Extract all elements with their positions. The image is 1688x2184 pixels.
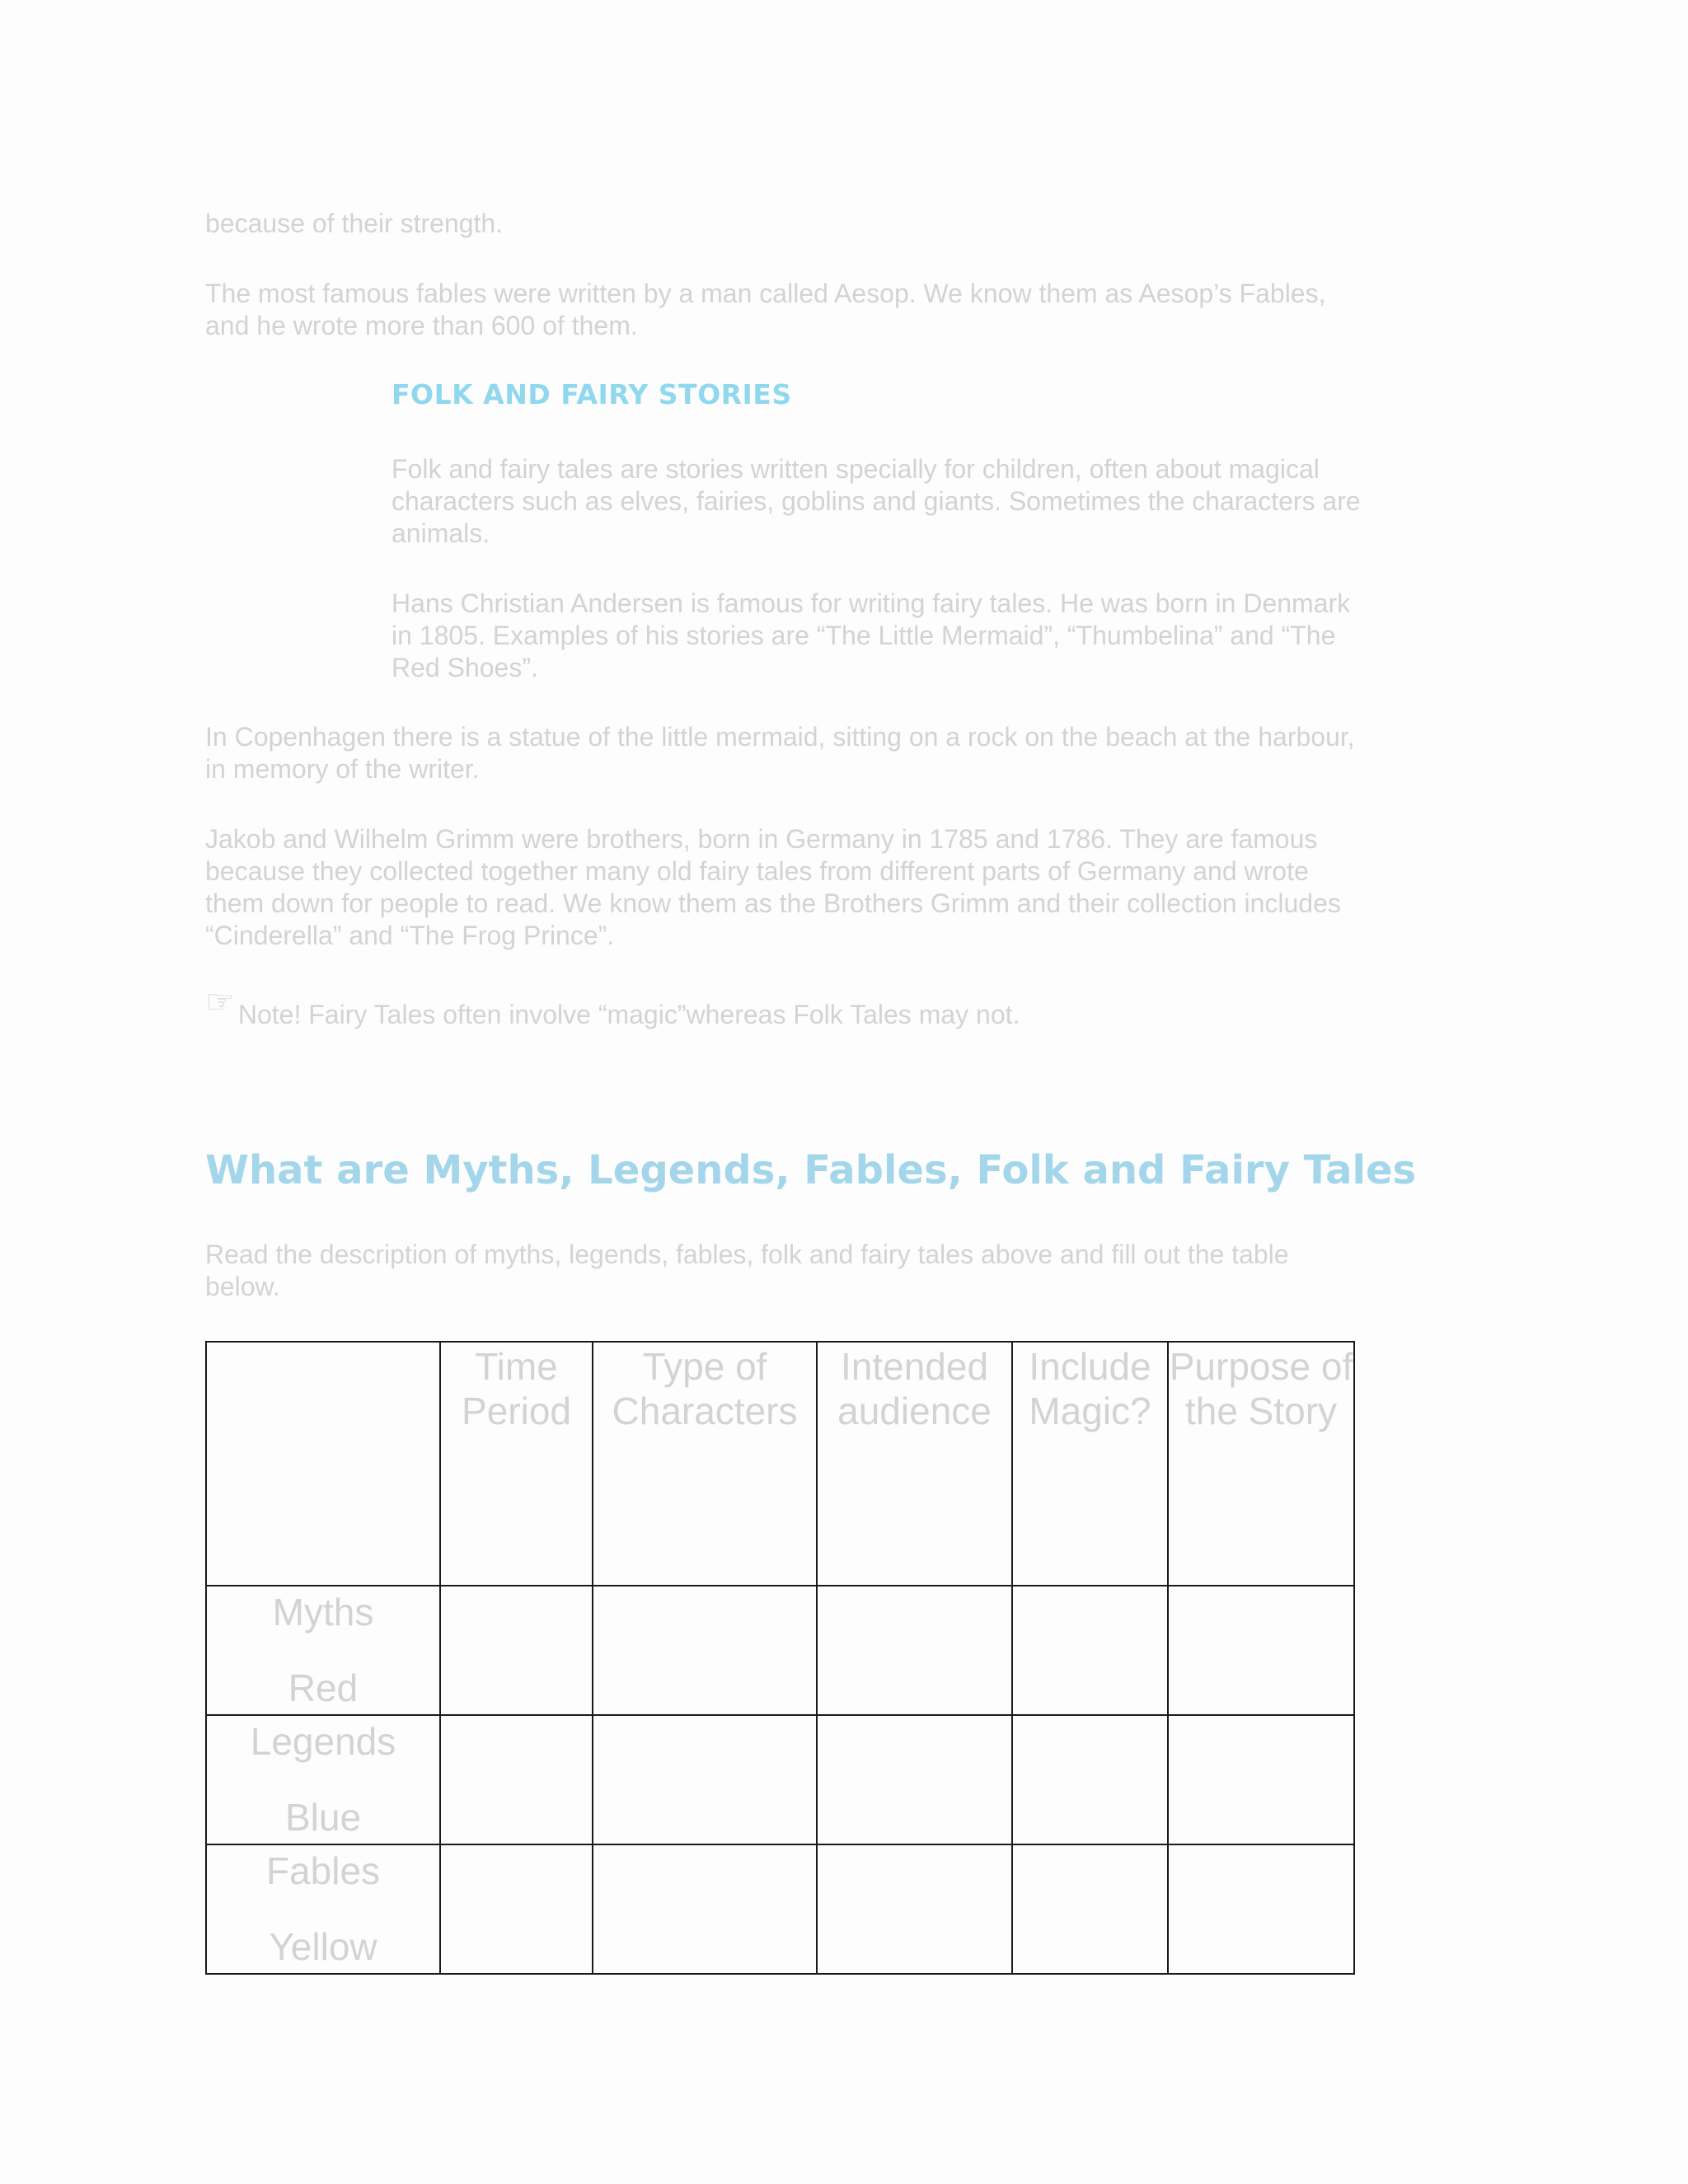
answer-cell[interactable] (440, 1844, 593, 1974)
row-label-cell (206, 1586, 440, 1715)
note-text: Note! Fairy Tales often involve “magic”whereas Folk Tales may not. (237, 1000, 1020, 1029)
table-row-fables (206, 1844, 1354, 1974)
answer-cell[interactable] (593, 1715, 817, 1844)
worksheet-table (205, 1341, 1355, 1975)
answer-cell[interactable] (440, 1715, 593, 1844)
row-label: Fables (265, 1849, 381, 1892)
header-cell-empty[interactable] (206, 1342, 440, 1586)
paragraph-aesop: The most famous fables were written by a man called Aesop. We know them as Aesop’s Fables, and he wrote more than 600 of them. (205, 279, 1326, 340)
header-cell-include-magic: Include Magic? (1012, 1342, 1168, 1586)
row-label-cell (206, 1844, 440, 1974)
answer-cell[interactable] (817, 1586, 1012, 1715)
answer-cell[interactable] (1012, 1844, 1168, 1974)
section-title: What are Myths, Legends, Fables, Folk and Fairy Tales (205, 1147, 1417, 1193)
answer-cell[interactable] (1168, 1715, 1354, 1844)
header-cell-intended-audience: Intended audience (817, 1342, 1012, 1586)
row-label: Myths (272, 1591, 374, 1633)
folk-fairy-heading: FOLK AND FAIRY STORIES (392, 378, 792, 410)
pointing-hand-icon: ☞ (205, 984, 235, 1020)
header-cell-type-of-characters: Type of Characters (593, 1342, 817, 1586)
row-color: Yellow (269, 1925, 377, 1968)
answer-cell[interactable] (593, 1586, 817, 1715)
answer-cell[interactable] (817, 1844, 1012, 1974)
paragraph-grimm: Jakob and Wilhelm Grimm were brothers, born in Germany in 1785 and 1786. They are famous because they collected together many old fairy tales from different parts of Germany and wrote them down for people to read. We know them as the Brothers Grimm and their collection includes “Cinderella” and “The Frog Prince”. (205, 824, 1341, 950)
row-label-cell (206, 1715, 440, 1844)
paragraph-copenhagen: In Copenhagen there is a statue of the little mermaid, sitting on a rock on the beach at the harbour, in memory of the writer. (205, 722, 1355, 784)
row-color: Blue (284, 1796, 362, 1839)
paragraph-strength: because of their strength. (205, 209, 504, 238)
header-cell-purpose: Purpose of the Story (1168, 1342, 1354, 1586)
answer-cell[interactable] (1168, 1844, 1354, 1974)
header-row (206, 1342, 1354, 1586)
header-cell-time-period: Time Period (440, 1342, 593, 1586)
answer-cell[interactable] (1168, 1586, 1354, 1715)
paragraph-folk-fairy: Folk and fairy tales are stories written specially for children, often about magical characters such as elves, fairies, goblins and giants. Sometimes the characters are animals. (392, 454, 1361, 548)
table-row-legends (206, 1715, 1354, 1844)
section-instructions: Read the description of myths, legends, fables, folk and fairy tales above and fill out the table below. (205, 1240, 1289, 1301)
note (205, 984, 1020, 1030)
paragraph-andersen: Hans Christian Andersen is famous for writing fairy tales. He was born in Denmark in 1805. Examples of his stories are “The Little Mermaid”, “Thumbelina” and “The Red Shoes”. (392, 588, 1351, 682)
table-row-myths (206, 1586, 1354, 1715)
answer-cell[interactable] (1012, 1715, 1168, 1844)
answer-cell[interactable] (1012, 1586, 1168, 1715)
answer-cell[interactable] (593, 1844, 817, 1974)
answer-cell[interactable] (440, 1586, 593, 1715)
row-color: Red (288, 1666, 359, 1709)
row-label: Legends (250, 1720, 396, 1763)
answer-cell[interactable] (817, 1715, 1012, 1844)
